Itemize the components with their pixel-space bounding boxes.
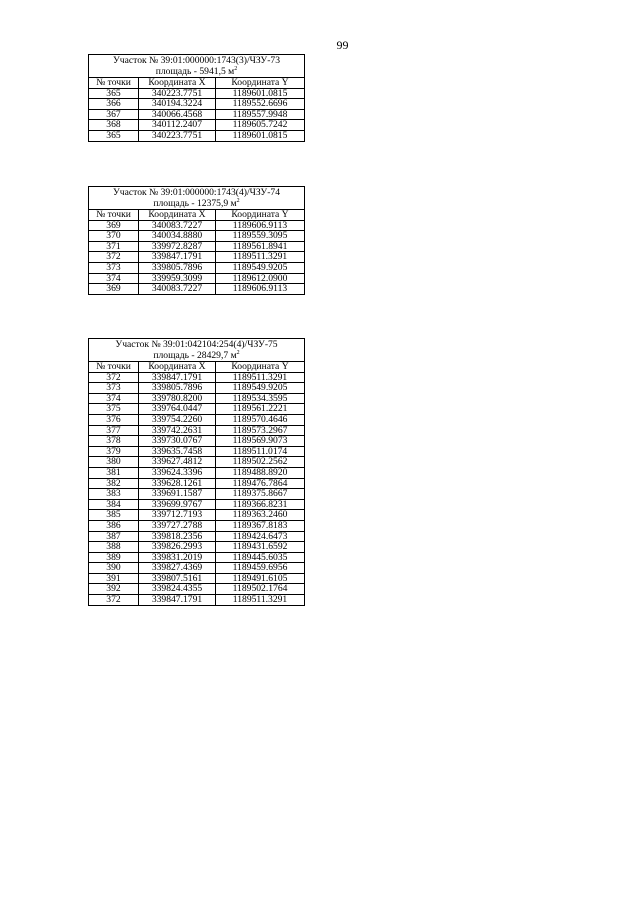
table-row xyxy=(89,584,305,595)
table-row xyxy=(89,499,305,510)
coordinate-y-cell: 1189366.8231 xyxy=(216,499,305,510)
coordinate-x-cell: 339805.7896 xyxy=(139,383,216,394)
plot-title: Участок № 39:01:000000:1743(3)/ЧЗУ-73 xyxy=(89,55,305,67)
plot-area-text: площадь - 28429,7 м xyxy=(153,350,237,361)
point-number-cell: 390 xyxy=(89,563,139,574)
table-row xyxy=(89,241,305,252)
table-row xyxy=(89,130,305,141)
column-header-point: № точки xyxy=(89,78,139,89)
coordinate-y-cell: 1189488.8920 xyxy=(216,467,305,478)
coordinate-x-cell: 339847.1791 xyxy=(139,252,216,263)
coordinate-x-cell: 340034.8880 xyxy=(139,231,216,242)
coordinate-x-cell: 339624.3396 xyxy=(139,467,216,478)
point-number-cell: 371 xyxy=(89,241,139,252)
plot-table-3 xyxy=(88,338,305,606)
coordinate-y-cell: 1189424.6473 xyxy=(216,531,305,542)
plot-table-2 xyxy=(88,186,305,295)
coordinate-y-cell: 1189606.9113 xyxy=(216,284,305,295)
plot-area xyxy=(89,350,305,362)
plot-area xyxy=(89,66,305,78)
table-header-row xyxy=(89,362,305,373)
point-number-cell: 389 xyxy=(89,552,139,563)
coordinate-x-cell: 339827.4369 xyxy=(139,563,216,574)
plot-area-unit-superscript: 2 xyxy=(234,66,238,72)
column-header-x: Координата X xyxy=(139,210,216,221)
point-number-cell: 380 xyxy=(89,457,139,468)
table-row xyxy=(89,478,305,489)
point-number-cell: 372 xyxy=(89,595,139,606)
coordinate-y-cell: 1189552.6696 xyxy=(216,99,305,110)
coordinate-x-cell: 339727.2788 xyxy=(139,520,216,531)
point-number-cell: 372 xyxy=(89,252,139,263)
coordinate-y-cell: 1189445.6035 xyxy=(216,552,305,563)
table-caption-area-row xyxy=(89,66,305,78)
table-row xyxy=(89,88,305,99)
coordinate-x-cell: 339805.7896 xyxy=(139,262,216,273)
table-row xyxy=(89,436,305,447)
table-row xyxy=(89,489,305,500)
coordinate-x-cell: 340194.3224 xyxy=(139,99,216,110)
table-caption-title-row xyxy=(89,187,305,199)
coordinate-y-cell: 1189431.6592 xyxy=(216,542,305,553)
coordinate-x-cell: 339847.1791 xyxy=(139,372,216,383)
coordinate-y-cell: 1189569.9073 xyxy=(216,436,305,447)
table-row xyxy=(89,573,305,584)
point-number-cell: 382 xyxy=(89,478,139,489)
table-row xyxy=(89,231,305,242)
column-header-y: Координата Y xyxy=(216,362,305,373)
point-number-cell: 367 xyxy=(89,109,139,120)
coordinate-x-cell: 339628.1261 xyxy=(139,478,216,489)
coordinate-y-cell: 1189570.4646 xyxy=(216,414,305,425)
point-number-cell: 379 xyxy=(89,446,139,457)
coordinate-y-cell: 1189511.3291 xyxy=(216,372,305,383)
coordinate-x-cell: 339826.2993 xyxy=(139,542,216,553)
coordinate-y-cell: 1189502.2562 xyxy=(216,457,305,468)
point-number-cell: 370 xyxy=(89,231,139,242)
coordinate-x-cell: 340083.7227 xyxy=(139,284,216,295)
table-row xyxy=(89,414,305,425)
table-caption-title-row xyxy=(89,55,305,67)
coordinate-x-cell: 340223.7751 xyxy=(139,130,216,141)
point-number-cell: 369 xyxy=(89,220,139,231)
column-header-y: Координата Y xyxy=(216,78,305,89)
coordinate-x-cell: 340223.7751 xyxy=(139,88,216,99)
point-number-cell: 375 xyxy=(89,404,139,415)
coordinate-y-cell: 1189612.0900 xyxy=(216,273,305,284)
point-number-cell: 374 xyxy=(89,393,139,404)
coordinate-y-cell: 1189459.6956 xyxy=(216,563,305,574)
coordinate-x-cell: 339635.7458 xyxy=(139,446,216,457)
point-number-cell: 369 xyxy=(89,284,139,295)
coordinate-y-cell: 1189559.3095 xyxy=(216,231,305,242)
point-number-cell: 383 xyxy=(89,489,139,500)
coordinate-y-cell: 1189502.1764 xyxy=(216,584,305,595)
coordinate-x-cell: 339627.4812 xyxy=(139,457,216,468)
table-row xyxy=(89,120,305,131)
point-number-cell: 378 xyxy=(89,436,139,447)
table-row xyxy=(89,510,305,521)
table-row xyxy=(89,393,305,404)
table-row xyxy=(89,109,305,120)
coordinate-y-cell: 1189549.9205 xyxy=(216,383,305,394)
table-row xyxy=(89,552,305,563)
point-number-cell: 377 xyxy=(89,425,139,436)
plot-area xyxy=(89,198,305,210)
coordinate-y-cell: 1189549.9205 xyxy=(216,262,305,273)
coordinate-y-cell: 1189534.3595 xyxy=(216,393,305,404)
column-header-point: № точки xyxy=(89,210,139,221)
coordinate-x-cell: 340083.7227 xyxy=(139,220,216,231)
table-caption-title-row xyxy=(89,339,305,351)
table-row xyxy=(89,446,305,457)
coordinate-y-cell: 1189511.3291 xyxy=(216,595,305,606)
table-header-row xyxy=(89,78,305,89)
point-number-cell: 388 xyxy=(89,542,139,553)
table-row xyxy=(89,542,305,553)
column-header-x: Координата X xyxy=(139,362,216,373)
coordinate-y-cell: 1189561.8941 xyxy=(216,241,305,252)
coordinate-y-cell: 1189363.2460 xyxy=(216,510,305,521)
table-row xyxy=(89,563,305,574)
point-number-cell: 376 xyxy=(89,414,139,425)
coordinate-y-cell: 1189601.0815 xyxy=(216,130,305,141)
coordinate-y-cell: 1189367.8183 xyxy=(216,520,305,531)
coordinate-x-cell: 339764.0447 xyxy=(139,404,216,415)
coordinate-x-cell: 340066.4568 xyxy=(139,109,216,120)
table-row xyxy=(89,383,305,394)
coordinate-y-cell: 1189573.2967 xyxy=(216,425,305,436)
point-number-cell: 374 xyxy=(89,273,139,284)
coordinate-x-cell: 339691.1587 xyxy=(139,489,216,500)
page-number: 99 xyxy=(336,38,349,52)
table-row xyxy=(89,252,305,263)
point-number-cell: 381 xyxy=(89,467,139,478)
coordinate-y-cell: 1189476.7864 xyxy=(216,478,305,489)
coordinate-x-cell: 339712.7193 xyxy=(139,510,216,521)
point-number-cell: 373 xyxy=(89,262,139,273)
point-number-cell: 384 xyxy=(89,499,139,510)
table-row xyxy=(89,284,305,295)
plot-area-unit-superscript: 2 xyxy=(236,198,240,204)
coordinate-y-cell: 1189561.2221 xyxy=(216,404,305,415)
coordinate-y-cell: 1189511.0174 xyxy=(216,446,305,457)
point-number-cell: 385 xyxy=(89,510,139,521)
coordinate-y-cell: 1189557.9948 xyxy=(216,109,305,120)
point-number-cell: 366 xyxy=(89,99,139,110)
coordinate-x-cell: 340112.2407 xyxy=(139,120,216,131)
coordinate-y-cell: 1189491.6105 xyxy=(216,573,305,584)
point-number-cell: 387 xyxy=(89,531,139,542)
table-header-row xyxy=(89,210,305,221)
plot-table-1 xyxy=(88,54,305,142)
coordinate-y-cell: 1189601.0815 xyxy=(216,88,305,99)
coordinate-x-cell: 339972.8287 xyxy=(139,241,216,252)
coordinate-x-cell: 339818.2356 xyxy=(139,531,216,542)
table-row xyxy=(89,220,305,231)
table-row xyxy=(89,99,305,110)
plot-area-unit-superscript: 2 xyxy=(236,350,240,356)
plot-title: Участок № 39:01:042104:254(4)/ЧЗУ-75 xyxy=(89,339,305,351)
table-caption-area-row xyxy=(89,350,305,362)
coordinate-y-cell: 1189511.3291 xyxy=(216,252,305,263)
table-row xyxy=(89,273,305,284)
point-number-cell: 368 xyxy=(89,120,139,131)
table-row xyxy=(89,531,305,542)
table-row xyxy=(89,467,305,478)
table-row xyxy=(89,372,305,383)
coordinate-x-cell: 339807.5161 xyxy=(139,573,216,584)
coordinate-x-cell: 339699.9767 xyxy=(139,499,216,510)
table-row xyxy=(89,425,305,436)
coordinate-x-cell: 339754.2260 xyxy=(139,414,216,425)
coordinate-x-cell: 339959.3099 xyxy=(139,273,216,284)
coordinate-x-cell: 339831.2019 xyxy=(139,552,216,563)
table-row xyxy=(89,262,305,273)
table-caption-area-row xyxy=(89,198,305,210)
coordinate-x-cell: 339847.1791 xyxy=(139,595,216,606)
table-row xyxy=(89,520,305,531)
coordinate-x-cell: 339780.8200 xyxy=(139,393,216,404)
point-number-cell: 365 xyxy=(89,88,139,99)
point-number-cell: 391 xyxy=(89,573,139,584)
table-row xyxy=(89,595,305,606)
coordinate-x-cell: 339730.0767 xyxy=(139,436,216,447)
column-header-y: Координата Y xyxy=(216,210,305,221)
point-number-cell: 365 xyxy=(89,130,139,141)
coordinate-y-cell: 1189375.8667 xyxy=(216,489,305,500)
point-number-cell: 373 xyxy=(89,383,139,394)
coordinate-x-cell: 339742.2631 xyxy=(139,425,216,436)
point-number-cell: 386 xyxy=(89,520,139,531)
table-row xyxy=(89,457,305,468)
point-number-cell: 372 xyxy=(89,372,139,383)
coordinate-y-cell: 1189605.7242 xyxy=(216,120,305,131)
column-header-x: Координата X xyxy=(139,78,216,89)
plot-title: Участок № 39:01:000000:1743(4)/ЧЗУ-74 xyxy=(89,187,305,199)
column-header-point: № точки xyxy=(89,362,139,373)
coordinate-y-cell: 1189606.9113 xyxy=(216,220,305,231)
table-row xyxy=(89,404,305,415)
plot-area-text: площадь - 12375,9 м xyxy=(153,198,237,209)
point-number-cell: 392 xyxy=(89,584,139,595)
plot-area-text: площадь - 5941,5 м xyxy=(155,66,235,77)
coordinate-x-cell: 339824.4355 xyxy=(139,584,216,595)
